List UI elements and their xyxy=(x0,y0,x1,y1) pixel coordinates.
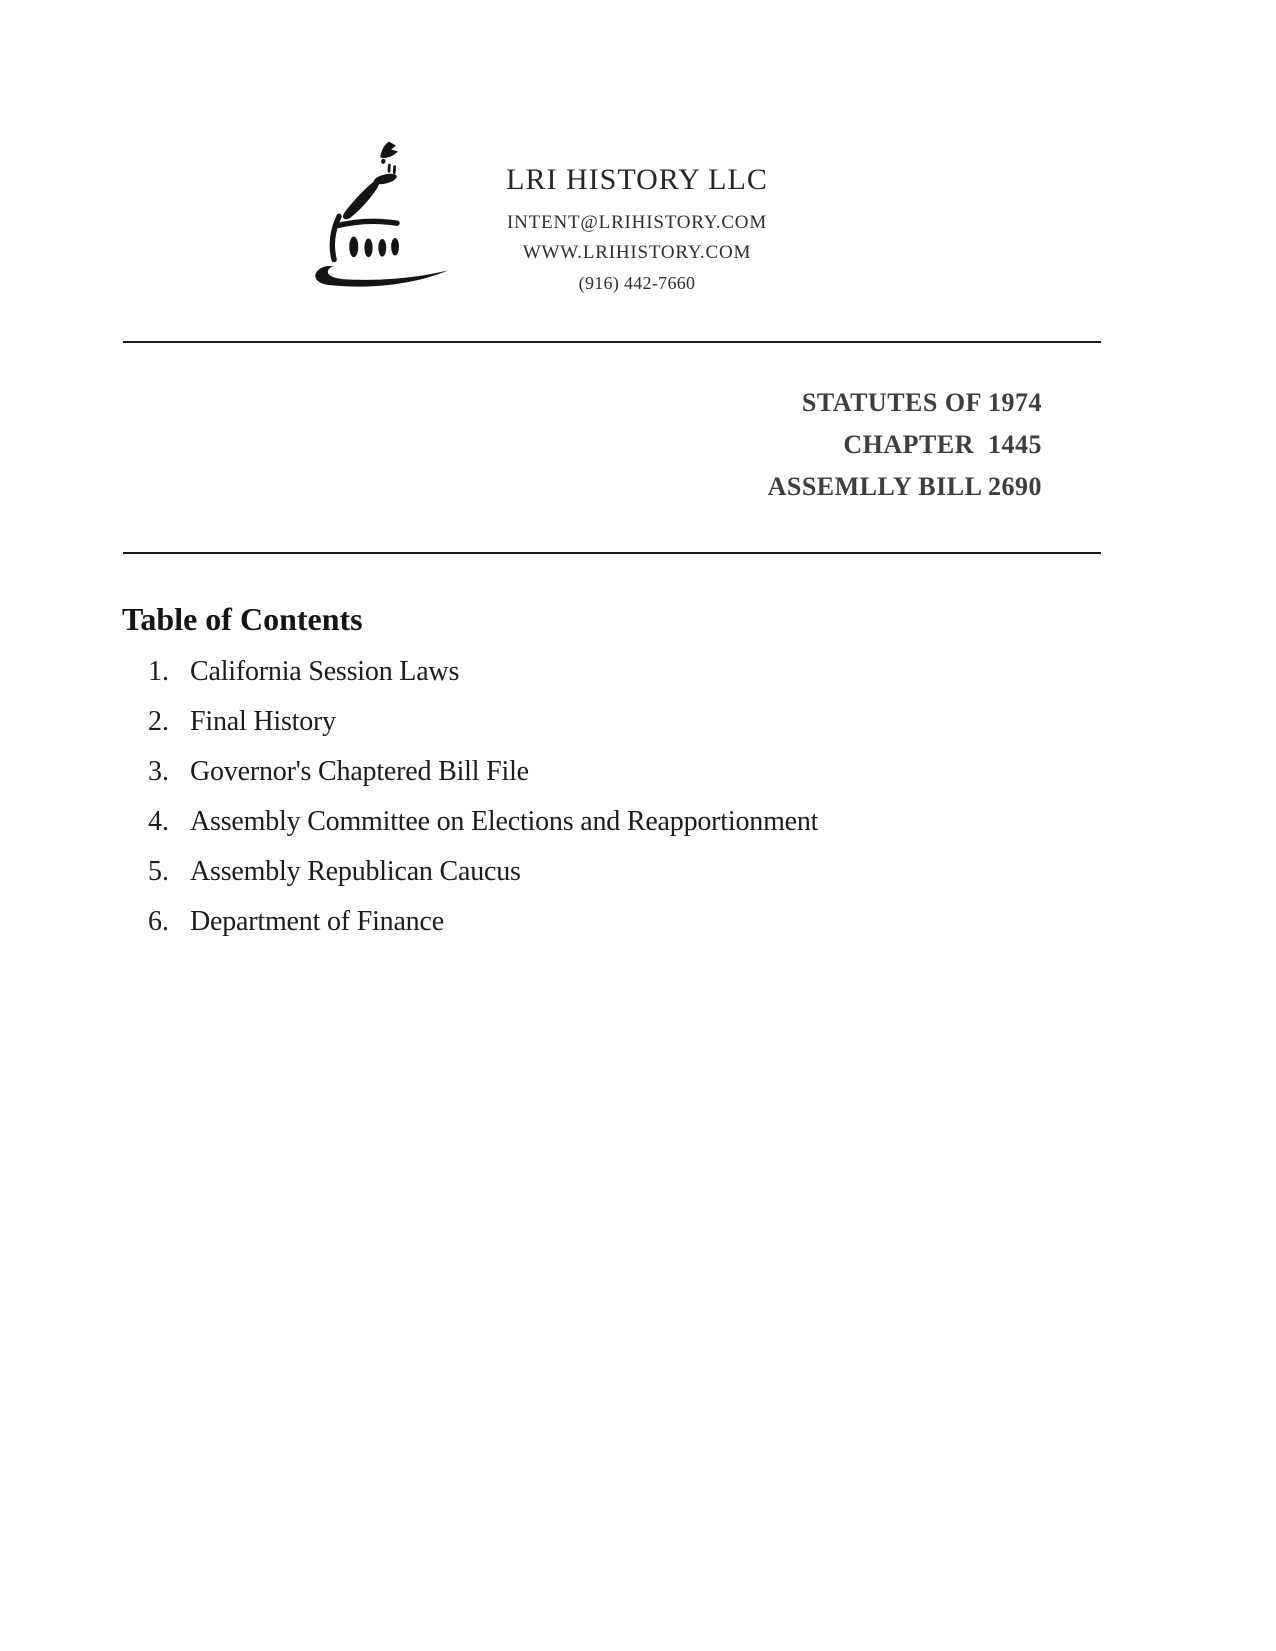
header-org-block xyxy=(387,162,887,298)
toc-item xyxy=(148,747,818,797)
horizontal-rule-top xyxy=(123,341,1101,343)
statute-reference-block xyxy=(768,382,1042,508)
toc-item-number: 6. xyxy=(148,906,169,937)
toc-item xyxy=(148,797,818,847)
horizontal-rule-bottom xyxy=(123,552,1101,554)
company-name: LRI HISTORY LLC xyxy=(506,163,768,196)
toc-list xyxy=(148,647,818,947)
toc-item-number: 4. xyxy=(148,806,169,837)
toc-item-number: 1. xyxy=(148,656,169,687)
toc-item-label: Assembly Republican Caucus xyxy=(190,856,521,887)
toc-title: Table of Contents xyxy=(122,601,363,638)
toc-item xyxy=(148,897,818,947)
toc-item xyxy=(148,847,818,897)
company-phone: (916) 442-7660 xyxy=(578,273,696,293)
chapter-line: CHAPTER 1445 xyxy=(843,430,1042,459)
toc-item xyxy=(148,647,818,697)
toc-item xyxy=(148,697,818,747)
toc-item-label: Department of Finance xyxy=(190,906,444,937)
toc-item-label: California Session Laws xyxy=(190,656,460,687)
assembly-bill-line: ASSEMLLY BILL 2690 xyxy=(767,472,1042,501)
toc-item-label: Final History xyxy=(190,706,336,737)
company-website: WWW.LRIHISTORY.COM xyxy=(522,242,752,263)
toc-item-label: Assembly Committee on Elections and Reapportionment xyxy=(190,806,819,837)
toc-item-label: Governor's Chaptered Bill File xyxy=(190,756,529,787)
toc-item-number: 3. xyxy=(148,756,169,787)
company-email: INTENT@LRIHISTORY.COM xyxy=(506,212,768,233)
toc-item-number: 2. xyxy=(148,706,169,737)
statutes-line: STATUTES OF 1974 xyxy=(801,388,1042,417)
toc-item-number: 5. xyxy=(148,856,169,887)
